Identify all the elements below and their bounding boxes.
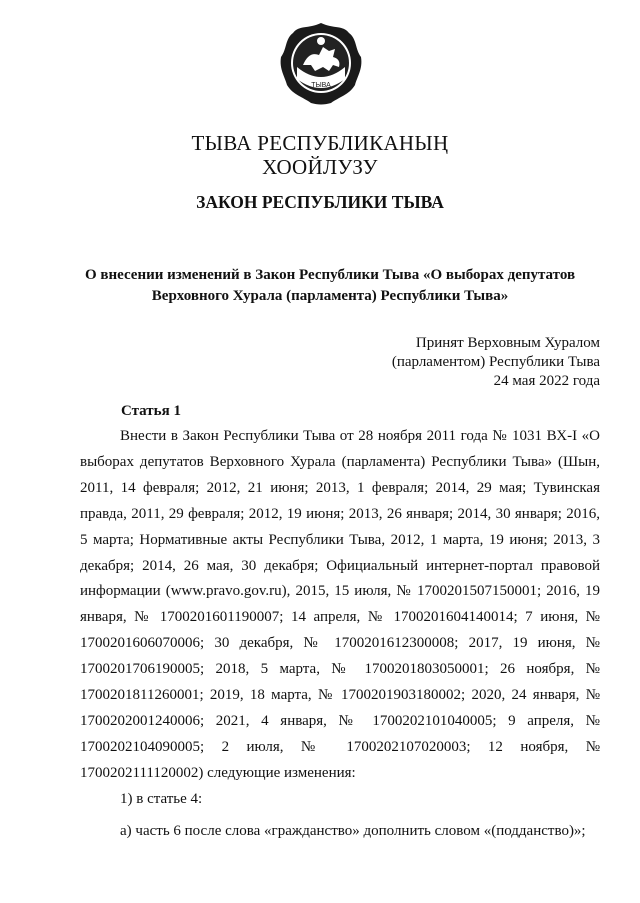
- article-text: Внести в Закон Республики Тыва от 28 ноября 2011 года № 1031 ВХ-I «О выборах депутатов Верховного Хурала (парламента) Республики Тыва» (Шын, 2011, 14 февраля; 2012, 21 июня; 2013, 1 февраля; 2014, 29 мая; Тувинская правда, 2011, 29 февраля; 2012, 19 июня; 2013, 26 января; 2014, 30 января; 2016, 5 марта; Нормативные акты Республики Тыва, 2012, 1 марта, 19 июня; 2013, 3 декабря; 2014, 26 мая, 30 декабря; Официальный интернет-портал правовой информации (www.pravo.gov.ru), 2015, 15 июля, № 1700201507150001; 2016, 19 января, № 1700201601190007; 14 апреля, № 1700201604140014; 7 июня, № 1700201606070006; 30 декабря, № 1700201612300008; 2017, 19 июня, № 1700201706190005; 2018, 5 марта, № 1700201803050001; 26 ноября, № 1700201811260001; 2019, 18 марта, № 1700201903180002; 2020, 24 января, № 1700202001240006; 2021, 4 января, № 1700202101040005; 9 апреля, № 1700202104090005; 2 июля, № 1700202107020003; 12 ноября, № 1700202111120002) следующие изменения:: [80, 428, 600, 781]
- republic-title-line2: ХООЙЛУЗУ: [262, 155, 378, 179]
- law-subject: О внесении изменений в Закон Республики Тыва «О выборах депутатов Верховного Хурала (парламента) Республики Тыва»: [84, 267, 576, 304]
- adoption-date: 24 мая 2022 года: [493, 373, 600, 389]
- amendment-item-1a: а) часть 6 после слова «гражданство» дополнить словом «(подданство)»;: [120, 823, 586, 839]
- republic-header: [0, 131, 640, 179]
- adopted-by-line2: (парламентом) Республики Тыва: [391, 354, 600, 370]
- law-title: ЗАКОН РЕСПУБЛИКИ ТЫВА: [196, 192, 444, 212]
- emblem-label: ТЫВА: [311, 82, 331, 89]
- coat-of-arms-emblem: [279, 21, 363, 105]
- article-title: Статья 1: [121, 403, 181, 419]
- adoption-block: [392, 334, 600, 391]
- adopted-by-line1: Принят Верховным Хуралом: [415, 335, 600, 351]
- amendment-item-1: 1) в статье 4:: [120, 791, 203, 807]
- republic-title-line1: ТЫВА РЕСПУБЛИКАНЫҢ: [191, 131, 449, 155]
